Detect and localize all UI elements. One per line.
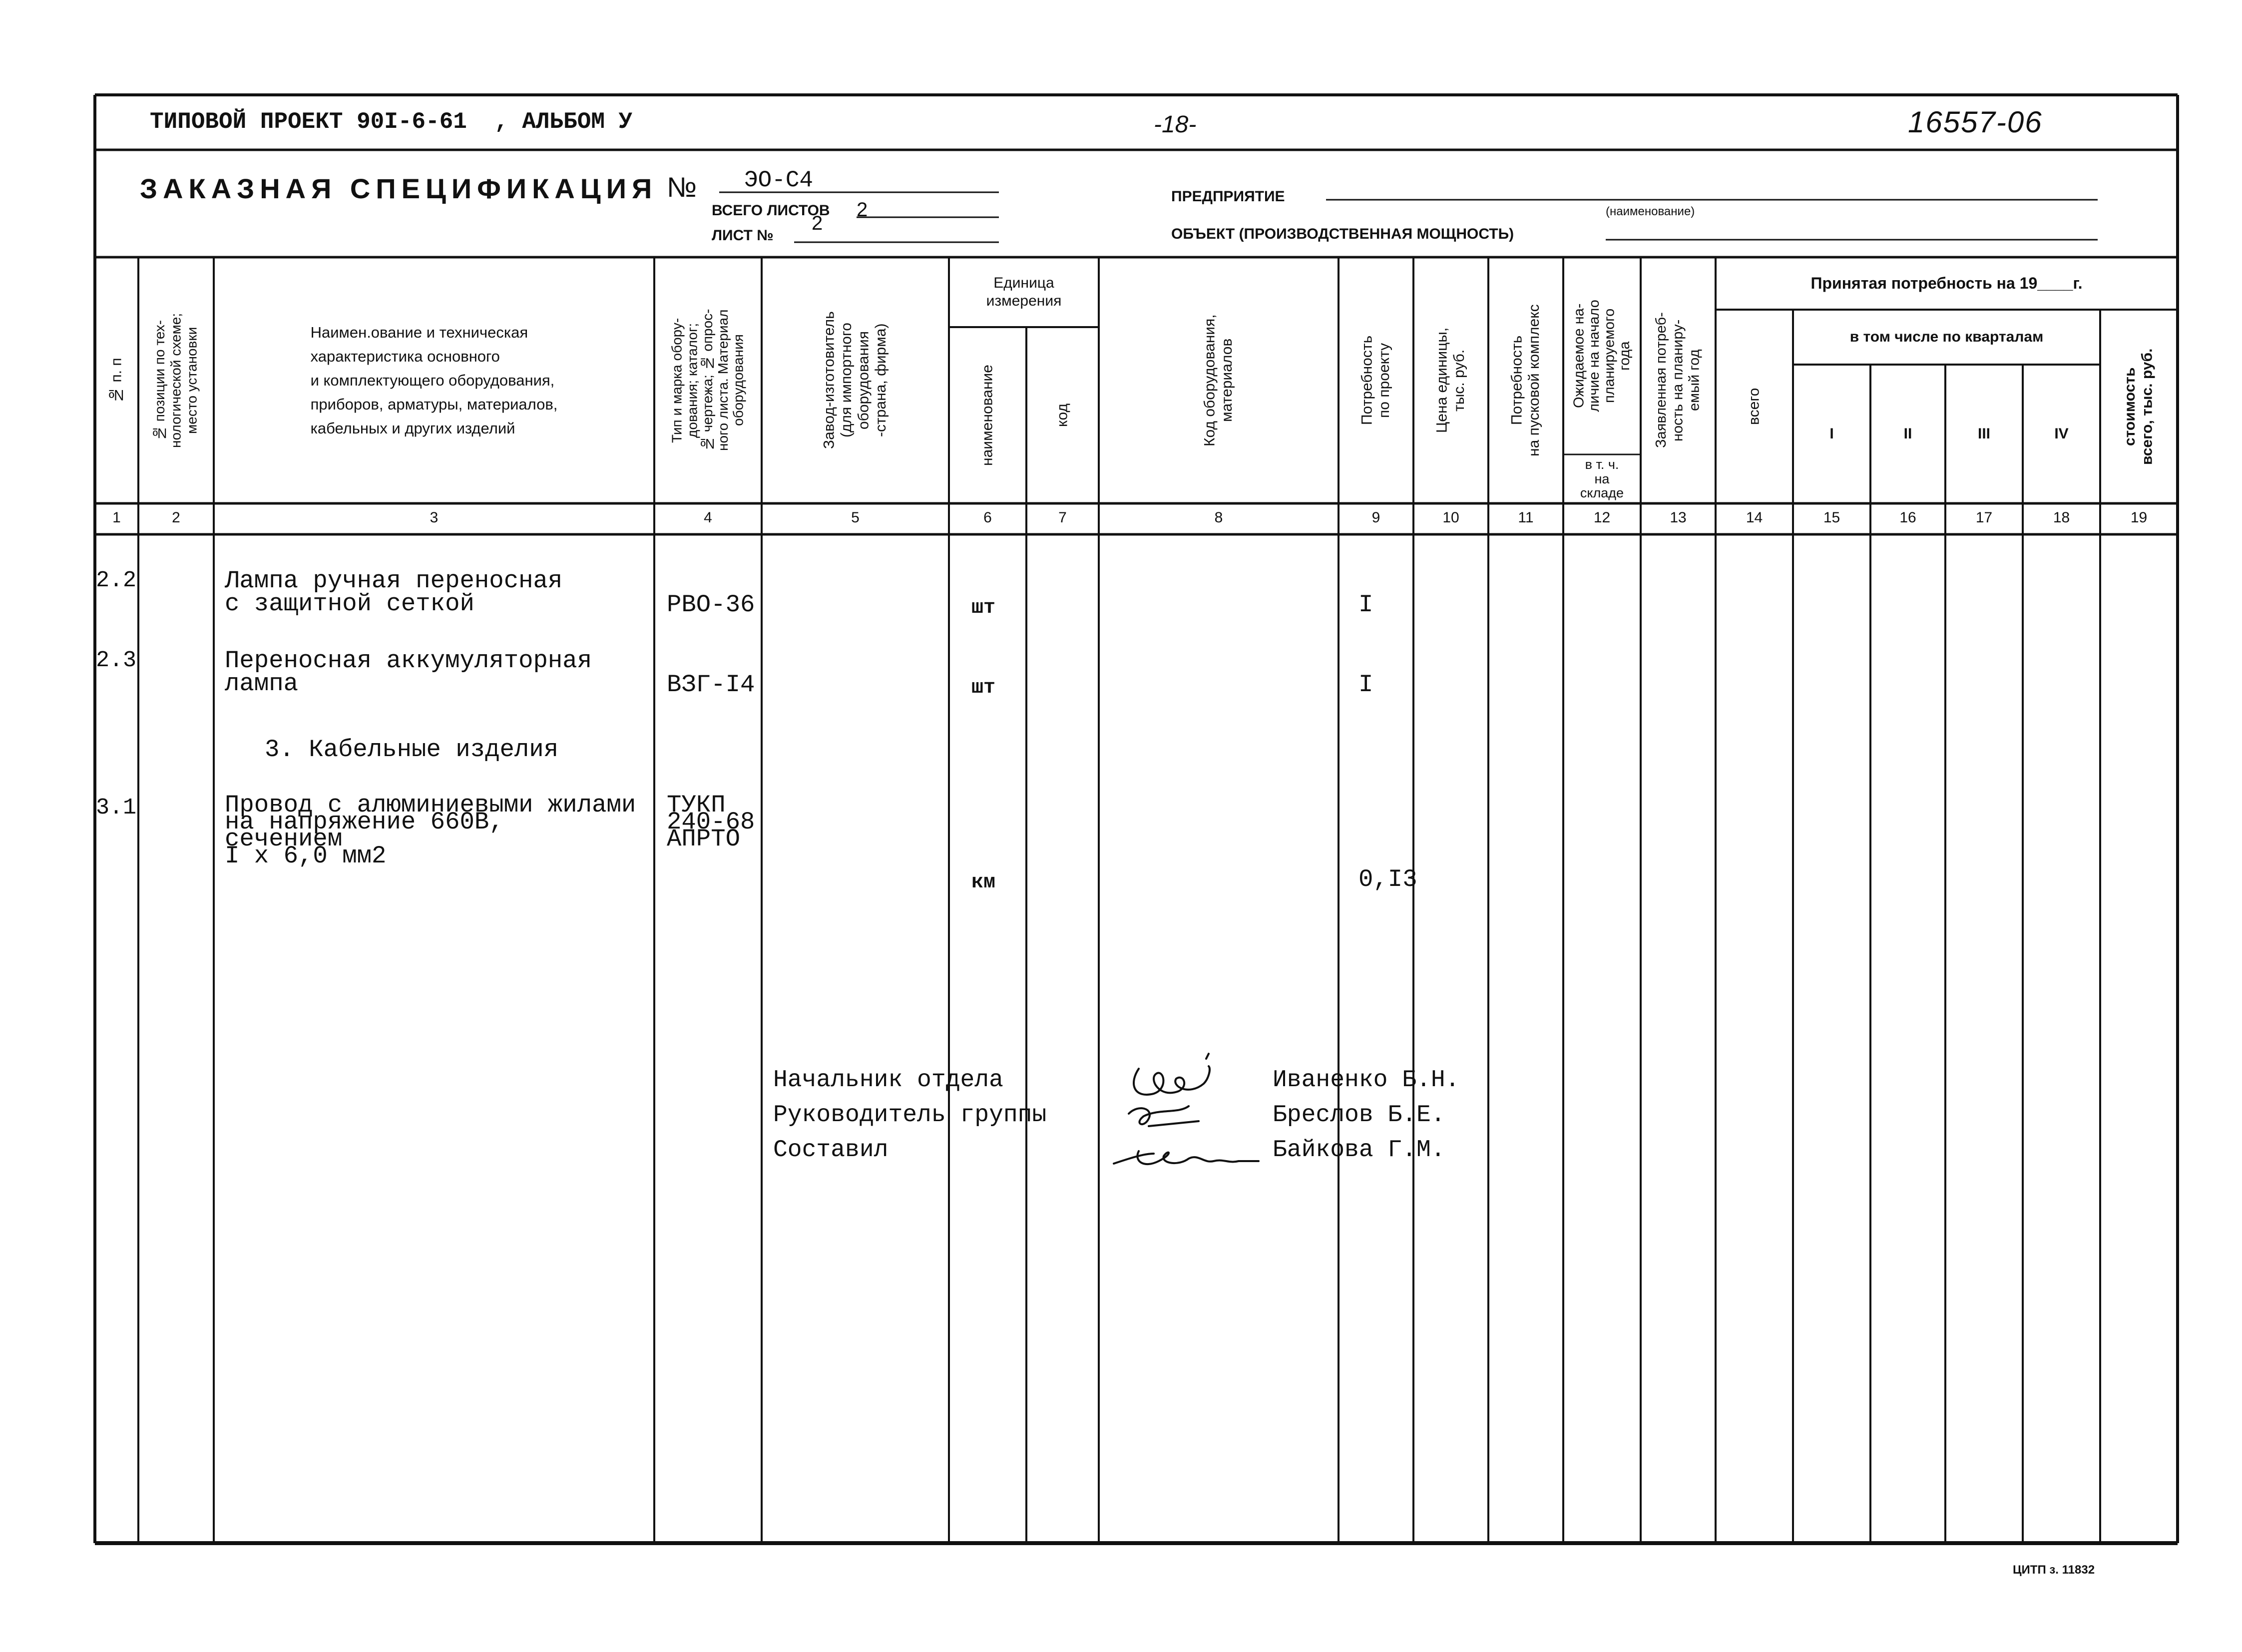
handwritten-signature [1109,1039,1269,1184]
col-number: 4 [704,509,712,526]
col-header-16: II [1903,425,1912,442]
col-header-10: Цена единицы, тыс. руб. [1433,327,1467,433]
col-header-accepted: Принятая потребность на 19____г. [1810,274,2083,293]
item-qty: I [1358,591,1373,619]
object-label: ОБЪЕКТ (ПРОИЗВОДСТВЕННАЯ МОЩНОСТЬ) [1171,226,1514,242]
document-code: 16557-06 [1908,105,2043,139]
col-number: 9 [1371,509,1380,526]
col-header-9: Потребность по проекту [1358,335,1392,425]
col-number: 12 [1593,509,1611,526]
item-type: РВО-36 [667,591,755,619]
total-sheets-value: 2 [857,199,868,221]
col-number: 6 [983,509,992,526]
print-stamp: ЦИТП з. 11832 [2013,1563,2095,1577]
spec-number-value: ЭО-С4 [744,167,814,193]
signature-role: Составил [773,1137,889,1164]
col-header-2: № позиции по тех- нологической схеме; место установки [152,313,200,448]
signature-name: Байкова Г.М. [1273,1137,1445,1164]
col-header-18: IV [2054,425,2069,442]
col-header-quarters: в том числе по кварталам [1849,329,2044,345]
enterprise-hint: (наименование) [1606,205,1695,218]
item-name: Провод с алюминиевыми жилами на напряжение 660В, сечением I x 6,0 мм2 [225,791,636,870]
item-unit: шт [971,677,996,699]
row-number: 3.1 [96,795,137,821]
col-number: 10 [1442,509,1459,526]
col-header-3: Наимен.ование и техническая характеристика основного и комплектующего оборудования, приборов, арматуры, материалов, кабельных и других изделий [310,323,558,437]
col-number: 2 [172,509,180,526]
col-header-12: Ожидаемое на- личие на начало планируемого года [1571,300,1633,412]
col-header-11: Потребность на пусковой комплекс [1508,304,1542,456]
item-qty: 0,I3 [1358,865,1417,893]
col-header-4: Тип и марка обору- дования; каталог; № чертежа; № опрос- ного листа. Материал оборудования [669,309,746,452]
page-number: -18- [1154,111,1197,138]
col-header-13: Заявленная потреб- ность на планиру- емый год [1653,312,1703,448]
item-qty: I [1358,671,1373,699]
col-number: 18 [2053,509,2070,526]
row-number: 2.3 [96,648,137,673]
col-header-6: наименование [979,365,996,466]
col-header-15: I [1829,425,1834,442]
col-number: 3 [430,509,439,526]
col-number: 14 [1746,509,1763,526]
col-number: 13 [1670,509,1687,526]
col-header-17: III [1977,425,1990,442]
item-unit: км [971,871,996,894]
col-number: 11 [1518,509,1534,526]
col-header-8: Код оборудования, материалов [1201,314,1235,446]
sheet-value: 2 [812,212,823,234]
item-name: Переносная аккумуляторная лампа [225,647,592,698]
col-number: 8 [1214,509,1223,526]
signature-role: Начальник отдела [773,1067,1003,1094]
col-header-unit-group: Единица измерения [986,275,1062,309]
sheet-label: ЛИСТ № [712,227,774,244]
col-header-19: стоимость всего, тыс. руб. [2122,348,2156,465]
col-header-12-sub: в т. ч. на складе [1580,457,1624,501]
item-name: Лампа ручная переносная с защитной сеткой [225,567,563,618]
enterprise-label: ПРЕДПРИЯТИЕ [1171,188,1285,205]
col-header-14: всего [1746,388,1763,425]
col-number: 19 [2130,509,2148,526]
spec-number-label: № [667,171,697,203]
item-type: ВЗГ-I4 [667,671,755,699]
col-number: 7 [1058,509,1067,526]
total-sheets-label: ВСЕГО ЛИСТОВ [712,202,830,219]
signature-name: Иваненко Б.Н. [1273,1067,1460,1094]
col-header-1: № п. п [108,358,125,403]
item-unit: шт [971,597,996,619]
col-number: 16 [1899,509,1916,526]
spec-title: ЗАКАЗНАЯ СПЕЦИФИКАЦИЯ [140,173,658,204]
project-title: ТИПОВОЙ ПРОЕКТ 90I-6-61 , АЛЬБОМ У [150,109,633,135]
col-header-5: Завод-изготовитель (для импортного оборудования -страна, фирма) [821,311,889,449]
col-header-7: код [1054,404,1071,427]
col-number: 17 [1975,509,1993,526]
col-number: 15 [1823,509,1840,526]
signature-name: Бреслов Б.Е. [1273,1102,1445,1129]
col-number: 5 [851,509,860,526]
col-number: 1 [112,509,121,526]
row-number: 2.2 [96,568,137,593]
signature-role: Руководитель группы [773,1102,1047,1129]
section-heading: 3. Кабельные изделия [265,736,559,764]
item-type: ТУКП 240-68 АПРТО [667,791,755,853]
